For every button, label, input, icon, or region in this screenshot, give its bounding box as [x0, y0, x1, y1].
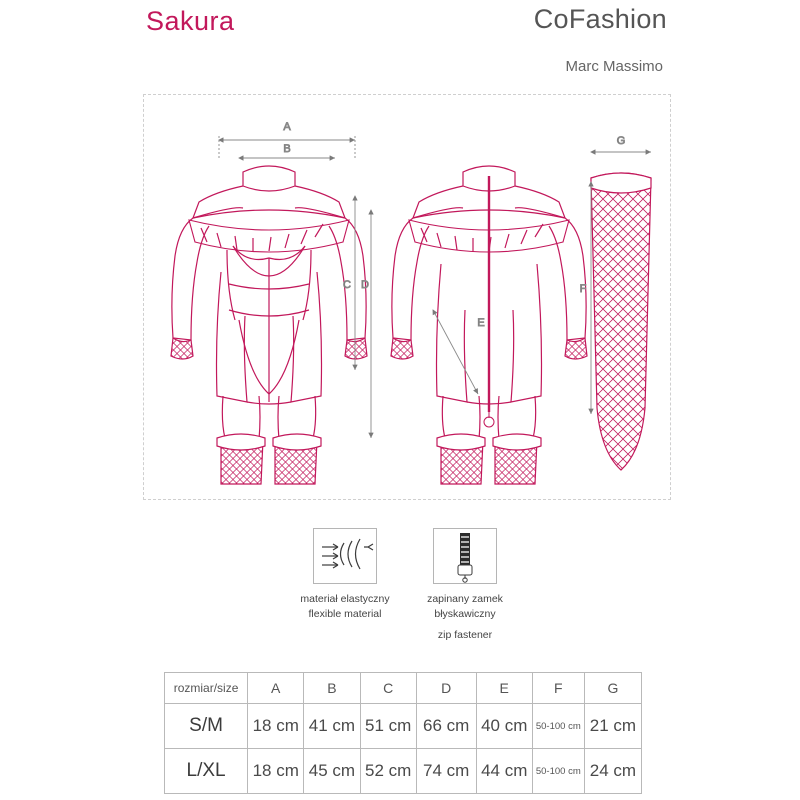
dim-label-b: B	[283, 143, 291, 155]
header-col-f: F	[532, 673, 584, 704]
header-col-e: E	[476, 673, 532, 704]
header-size-label: rozmiar/size	[165, 673, 248, 704]
table-header-row	[165, 673, 642, 704]
cell-sm-e: 40 cm	[476, 704, 532, 749]
dim-label-d: D	[361, 279, 369, 291]
cell-sm-f: 50-100 cm	[532, 704, 584, 749]
cell-lxl-g: 24 cm	[584, 749, 641, 794]
dim-label-e: E	[477, 317, 485, 329]
designer-name: Marc Massimo	[565, 58, 663, 75]
size-table	[164, 672, 642, 794]
dim-label-f: F	[579, 283, 587, 295]
cell-lxl-c: 52 cm	[360, 749, 416, 794]
feature-elastic-label-en: flexible material	[308, 608, 382, 620]
dim-label-c: C	[343, 279, 351, 291]
page-title: Sakura	[146, 6, 235, 36]
cell-lxl-e: 44 cm	[476, 749, 532, 794]
cell-sm-a: 18 cm	[248, 704, 304, 749]
zip-fastener-icon	[433, 528, 497, 584]
header-col-c: C	[360, 673, 416, 704]
garment-illustration	[143, 94, 671, 500]
cell-sm-g: 21 cm	[584, 704, 641, 749]
header-col-b: B	[304, 673, 360, 704]
dim-label-a: A	[283, 121, 291, 133]
row-label-sm: S/M	[165, 704, 248, 749]
dim-label-g: G	[616, 135, 626, 147]
cell-lxl-b: 45 cm	[304, 749, 360, 794]
feature-elastic-material	[290, 528, 400, 622]
cell-sm-d: 66 cm	[416, 704, 476, 749]
cell-lxl-d: 74 cm	[416, 749, 476, 794]
feature-icons	[290, 528, 520, 641]
row-label-lxl: L/XL	[165, 749, 248, 794]
cell-sm-b: 41 cm	[304, 704, 360, 749]
feature-zip-fastener	[410, 528, 520, 643]
table-row	[165, 704, 642, 749]
table-row	[165, 749, 642, 794]
feature-zip-label-pl-1: zapinany zamek	[427, 593, 503, 605]
elastic-material-icon	[313, 528, 377, 584]
feature-zip-label-pl-2: błyskawiczny	[434, 608, 496, 620]
brand-name: CoFashion	[533, 4, 667, 34]
cell-sm-c: 51 cm	[360, 704, 416, 749]
cell-lxl-a: 18 cm	[248, 749, 304, 794]
feature-elastic-label-pl: materiał elastyczny	[300, 593, 390, 605]
header-col-d: D	[416, 673, 476, 704]
header-col-a: A	[248, 673, 304, 704]
feature-zip-label-en: zip fastener	[437, 629, 493, 641]
header-col-g: G	[584, 673, 641, 704]
cell-lxl-f: 50-100 cm	[532, 749, 584, 794]
